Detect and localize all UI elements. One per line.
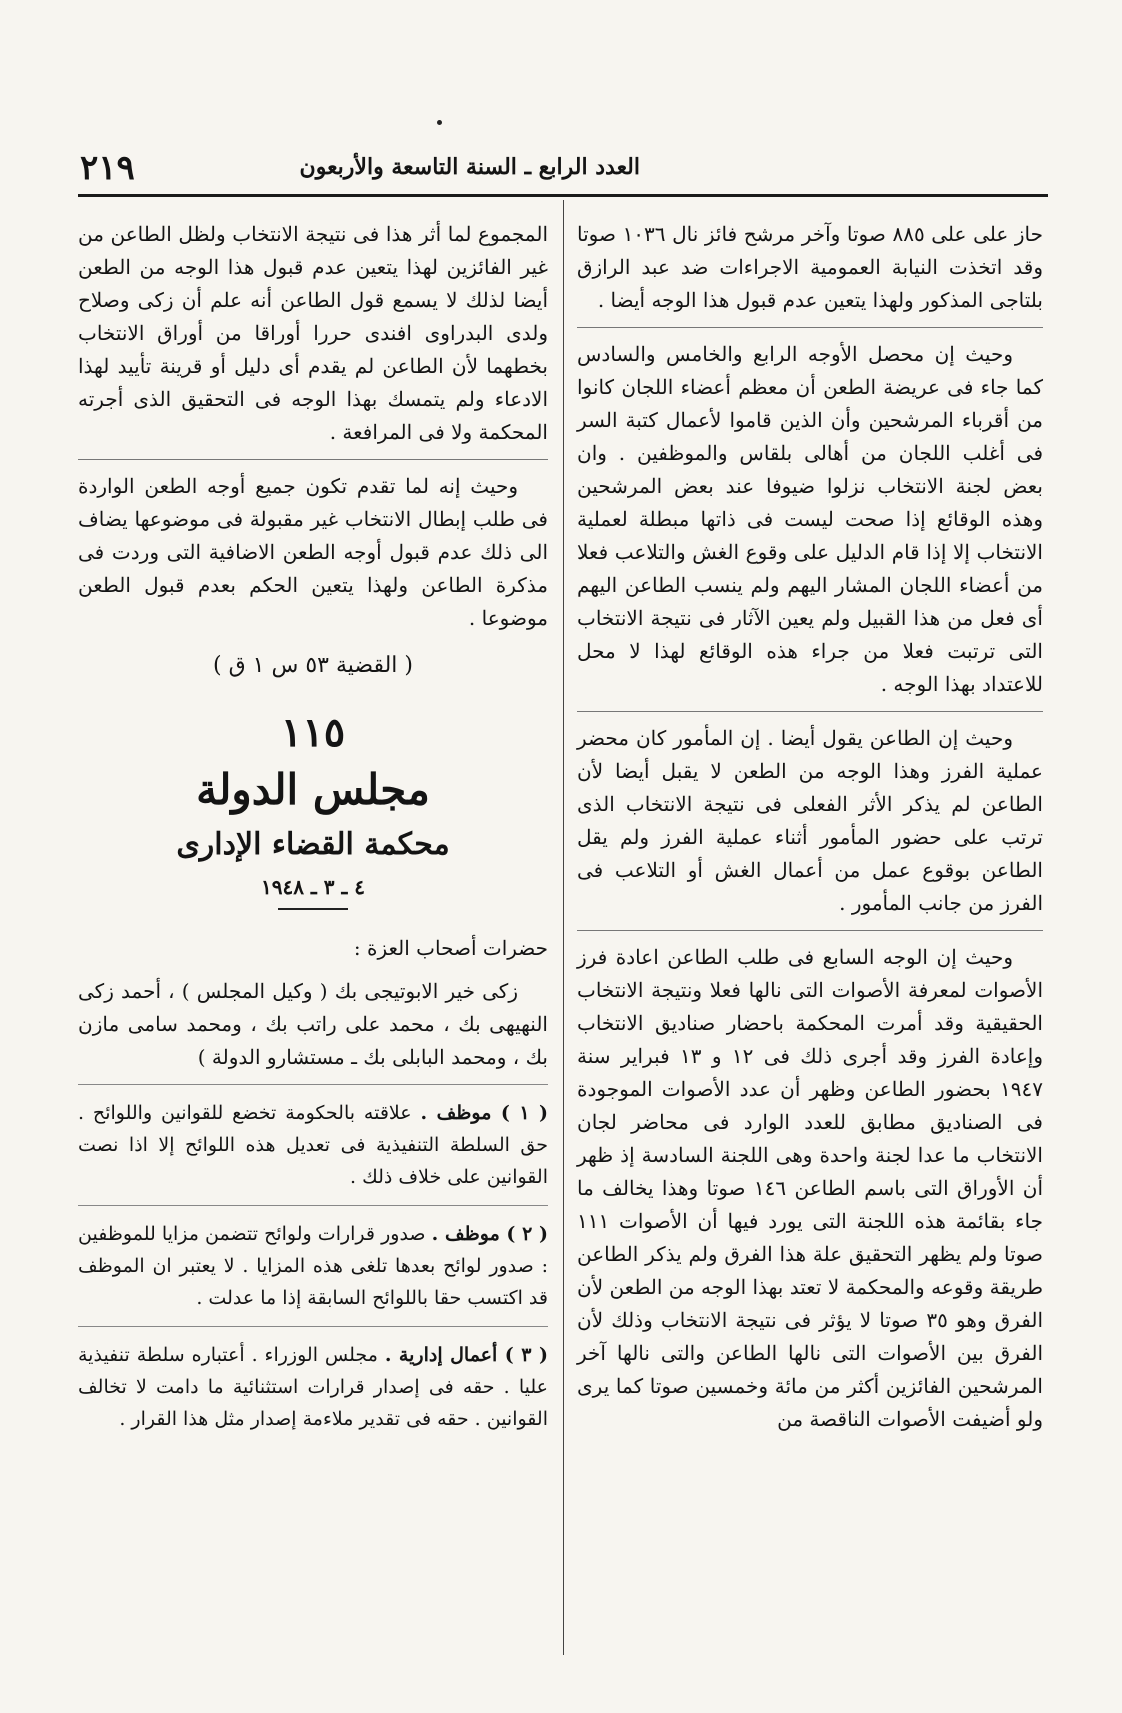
- paragraph: حاز على على ٨٨٥ صوتا وآخر مرشح فائز نال ١٠٣٦ صوتا وقد اتخذت النيابة العمومية الاجراءات ضد عبد الرازق بلتاجى المذكور ولهذا يتعين عدم قبول هذا الوجه أيضا .: [577, 222, 1043, 312]
- attendance-intro: حضرات أصحاب العزة :: [353, 936, 548, 960]
- paragraph: وحيث إن الطاعن يقول أيضا . إن المأمور كان محضر عملية الفرز وهذا الوجه من الطعن لا يقبل أيضا لأن الطاعن لم يذكر الأثر الفعلى فى نتيجة الانتخاب الذى ترتب على حضور المأمور أثناء عملية الفرز ولم يقل الطاعن بوقوع عمل من أعمال الغش أو التلاعب فى الفرز من جانب المأمور .: [577, 726, 1043, 915]
- council-name: مجلس الدولة: [196, 765, 430, 814]
- paragraph: وحيث إن محصل الأوجه الرابع والخامس والسادس كما جاء فى عريضة الطعن أن معظم أعضاء اللجان كانوا من أقرباء المرشحين وأن الذين قاموا لأعمال كتبة السر فى أغلب اللجان من أهالى بلقاس والموظفين . وان بعض لجنة الانتخاب نزلوا ضيوفا عند بعض المرشحين وهذه الوقائع إذا صحت ليست فى ذاتها مبطلة لعملية الانتخاب إلا إذا قام الدليل على وقوع الغش والتلاعب فعلا من أعضاء اللجان المشار اليهم ولم ينسب الطاعن اليهم أى فعل من هذا القبيل ولم يعين الآثار فى نتيجة الانتخاب التى ترتبت فعلا من جراء هذه الوقائع لهذا لا محل للاعتداد بهذا الوجه .: [577, 342, 1043, 696]
- right-column: [577, 218, 1043, 1446]
- date-rule: [278, 908, 348, 910]
- court-name: محكمة القضاء الإدارى: [176, 827, 450, 862]
- paragraph: وحيث إنه لما تقدم تكون جميع أوجه الطعن الواردة فى طلب إبطال الانتخاب غير مقبولة فى موضوعها يضاف الى ذلك عدم قبول أوجه الطعن الاضافية التى وردت فى مذكرة الطاعن ولهذا يتعين الحكم بعدم قبول الطعن موضوعا .: [78, 474, 548, 630]
- paragraph-divider: [577, 711, 1043, 712]
- print-speck: [437, 120, 442, 125]
- page-header: [80, 148, 1040, 192]
- headnote-heading: ( ٣ ) أعمال إدارية .: [384, 1344, 549, 1366]
- column-divider: [563, 200, 564, 1655]
- judgment-date: ٤ ـ ٣ ـ ١٩٤٨: [260, 875, 366, 899]
- header-rule: [78, 194, 1048, 197]
- paragraph-divider: [577, 327, 1043, 328]
- headnote-text: علاقته بالحكومة تخضع للقوانين واللوائح . حق السلطة التنفيذية فى تعديل هذه اللوائح إلا اذا نصت القوانين على خلاف ذلك .: [78, 1102, 548, 1188]
- paragraph-divider: [78, 459, 548, 460]
- section-rule: [78, 1326, 548, 1327]
- headnote-1: [78, 1097, 548, 1193]
- headnote-2: [78, 1218, 548, 1314]
- attendance-list: زكى خير الابوتيجى بك ( وكيل المجلس ) ، أحمد زكى النهيهى بك ، محمد على راتب بك ، ومحمد سامى مازن بك ، ومحمد البابلى بك ـ مستشارو الدولة ): [78, 979, 548, 1069]
- headnote-3: [78, 1339, 548, 1435]
- headnote-text: مجلس الوزراء . أعتباره سلطة تنفيذية عليا . حقه فى إصدار قرارات استثنائية ما دامت لا تخالف القوانين . حقه فى تقدير ملاءمة إصدار مثل هذا القرار .: [78, 1344, 548, 1430]
- section-rule: [78, 1205, 548, 1206]
- headnote-text: صدور قرارات ولوائح تتضمن مزايا للموظفين : صدور لوائح بعدها تلغى هذه المزايا . لا يعتبر ان الموظف قد اكتسب حقا باللوائح السابقة إذا ما عدلت .: [78, 1223, 548, 1309]
- paragraph: وحيث إن الوجه السابع فى طلب الطاعن اعادة فرز الأصوات لمعرفة الأصوات التى نالها فعلا ونتيجة الانتخاب الحقيقية وقد أمرت المحكمة باحضار صناديق الانتخاب وإعادة الفرز وقد أجرى ذلك فى ١٢ و ١٣ فبراير سنة ١٩٤٧ بحضور الطاعن وظهر أن عدد الأصوات الموجودة فى الصناديق مطابق للعدد الوارد فى محاضر لجان الانتخاب ما عدا لجنة واحدة وهى اللجنة السادسة إذ ظهر أن الأوراق التى باسم الطاعن ١٤٦ صوتا وهذا يخالف ما جاء بقائمة هذه اللجنة التى يورد فيها أن الأصوات ١١١ صوتا ولم يظهر التحقيق علة هذا الفرق ولم يذكر الطاعن طريقة وقوعه والمحكمة لا تعتد بهذا الوجه من الطعن لأن الفرق وهو ٣٥ صوتا لا يؤثر فى نتيجة الانتخاب وذلك لأن الفرق بين الأصوات التى نالها الطاعن والتى نالها آخر المرشحين الفائزين أكثر من مائة وخمسين صوتا كما يرى ولو أضيفت الأصوات الناقصة من: [577, 945, 1044, 1431]
- case-number: ١١٥: [280, 709, 346, 756]
- headnote-heading: ( ٢ ) موظف .: [431, 1223, 548, 1245]
- headnote-heading: ( ١ ) موظف .: [420, 1102, 549, 1124]
- paragraph-divider: [577, 930, 1043, 931]
- issue-title: العدد الرابع ـ السنة التاسعة والأربعون: [299, 154, 640, 180]
- case-reference: ( القضية ٥٣ س ١ ق ): [213, 653, 413, 678]
- paragraph: المجموع لما أثر هذا فى نتيجة الانتخاب ولظل الطاعن من غير الفائزين لهذا يتعين عدم قبول هذا الوجه من الطعن أيضا لذلك لا يسمع قول الطاعن أنه علم أن زكى وصلاح ولدى البدراوى افندى حررا أوراقا من أوراق الانتخاب بخطهما لأن الطاعن لم يقدم أى دليل أو قرينة تأييد لهذا الادعاء ولم يتمسك بهذا الوجه فى التحقيق الذى أجرته المحكمة ولا فى المرافعة .: [78, 222, 549, 444]
- page-number: ٢١٩: [80, 148, 135, 188]
- section-rule: [78, 1084, 548, 1085]
- left-column: [78, 218, 548, 1447]
